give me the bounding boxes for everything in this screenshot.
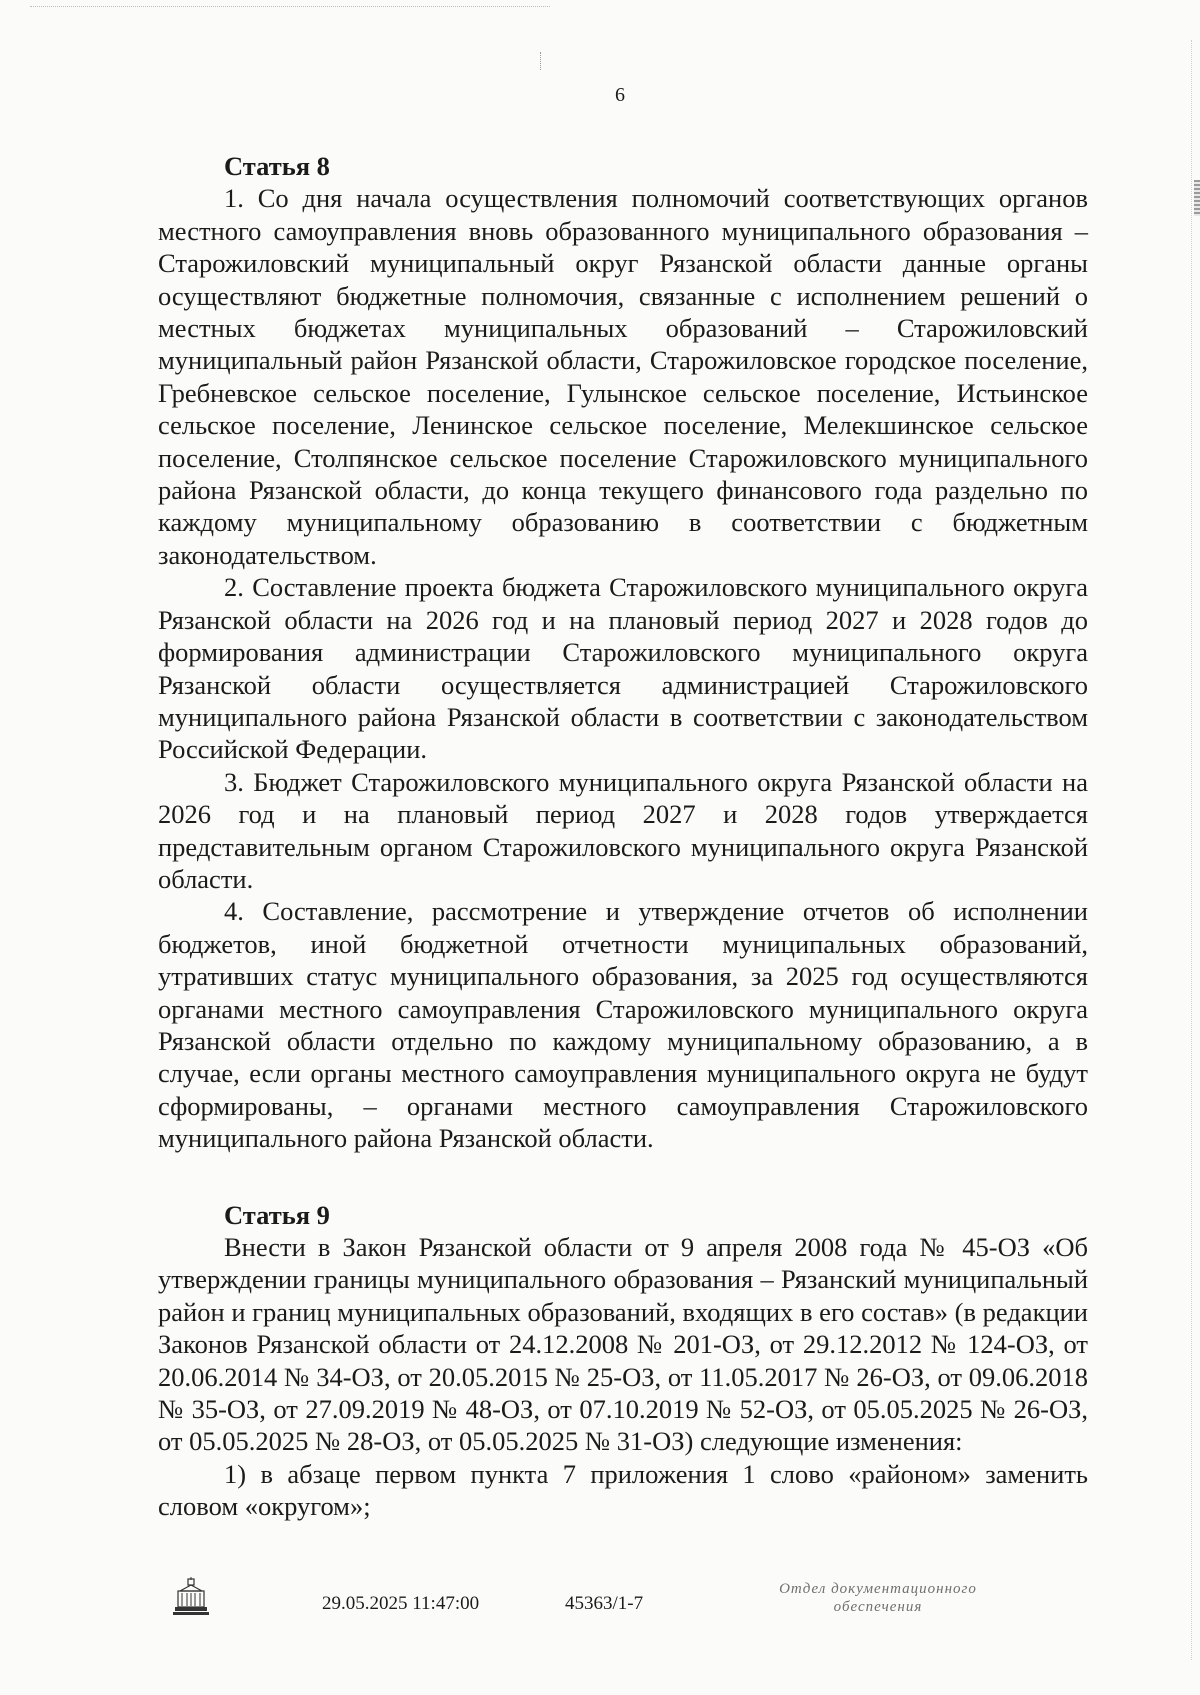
footer-registration-code: 45363/1-7: [565, 1593, 644, 1614]
article-heading: Статья 9: [224, 1199, 330, 1230]
article-9: [158, 1199, 1088, 1523]
article-paragraph: Внести в Закон Рязанской области от 9 апреля 2008 года № 45-ОЗ «Об утверждении границы муниципального образования – Рязанский муниципальный район и границ муниципальных образований, входящих в его состав» (в редакции Законов Рязанской области от 24.12.2008 № 201-ОЗ, от 29.12.2012 № 124-ОЗ, от 20.06.2014 № 34-ОЗ, от 20.05.2015 № 25-ОЗ, от 11.05.2017 № 26-ОЗ, от 09.06.2018 № 35-ОЗ, от 27.09.2019 № 48-ОЗ, от 07.10.2019 № 52-ОЗ, от 05.05.2025 № 26-ОЗ, от 05.05.2025 № 28-ОЗ, от 05.05.2025 № 31-ОЗ) следующие изменения:: [158, 1232, 1088, 1457]
article-paragraph: 1. Со дня начала осуществления полномочий соответствующих органов местного самоуправления вновь образованного муниципального образования – Старожиловский муниципальный округ Рязанской области данные органы осуществляют бюджетные полномочия, связанные с исполнением решений о местных бюджетах муниципальных образований – Старожиловский муниципальный район Рязанской области, Старожиловское городское поселение, Гребневское сельское поселение, Гулынское сельское поселение, Истьинское сельское поселение, Ленинское сельское поселение, Мелекшинское сельское поселение, Столпянское сельское поселение Старожиловского муниципального района Рязанской области, до конца текущего финансового года раздельно по каждому муниципальному образованию в соответствии с бюджетным законодательством.: [158, 183, 1088, 570]
scan-artifact-top: [30, 6, 550, 13]
scan-edge: [1188, 40, 1192, 1660]
department-stamp-line: обеспечения: [833, 1599, 923, 1615]
article-paragraph: 2. Составление проекта бюджета Старожиловского муниципального округа Рязанской области на 2026 год и на плановый период 2027 и 2028 годов до формирования администрации Старожиловского муниципального округа Рязанской области осуществляется администрацией Старожиловского муниципального района Рязанской области в соответствии с законодательством Российской Федерации.: [158, 572, 1088, 765]
department-stamp: [738, 1580, 1018, 1616]
article-paragraph: 3. Бюджет Старожиловского муниципального округа Рязанской области на 2026 год и на плановый период 2027 и 2028 годов утверждается представительным органом Старожиловского муниципального округа Рязанской области.: [158, 766, 1088, 894]
article-heading: Статья 8: [224, 151, 330, 181]
article-paragraph: 1) в абзаце первом пункта 7 приложения 1 слово «районом» заменить словом «округом»;: [158, 1458, 1088, 1522]
page-number: 6: [615, 84, 625, 106]
scan-edge-marker: [1194, 180, 1200, 216]
article-paragraph: 4. Составление, рассмотрение и утверждение отчетов об исполнении бюджетов, иной бюджетной отчетности муниципальных образований, утративших статус муниципального образования, за 2025 год осуществляются органами местного самоуправления Старожиловского муниципального округа Рязанской области отдельно по каждому муниципальному образованию, а в случае, если органы местного самоуправления муниципального округа не будут сформированы, – органами местного самоуправления Старожиловского муниципального района Рязанской области.: [158, 896, 1088, 1154]
scan-artifact-mark: [540, 52, 545, 70]
footer-date: 29.05.2025 11:47:00: [322, 1593, 480, 1614]
page-footer: [0, 1575, 1200, 1635]
document-body: [158, 150, 1088, 1523]
duma-building-icon: [170, 1577, 212, 1619]
department-stamp-line: Отдел документационного: [779, 1581, 977, 1597]
article-8: [158, 150, 1088, 1155]
